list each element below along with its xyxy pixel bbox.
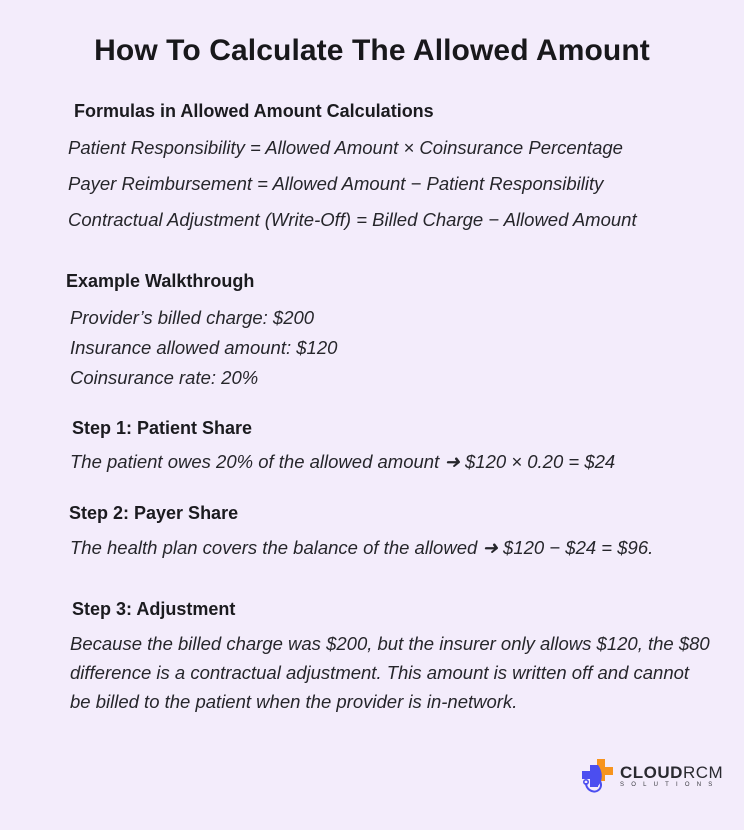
logo-name-light: RCM: [682, 762, 724, 782]
step-1-heading: Step 1: Patient Share: [72, 418, 253, 438]
logo-name: [620, 764, 723, 781]
step-3-text: Because the billed charge was $200, but the insurer only allows $120, the $80 difference is a contractual adjustment. This amount is written off and cannot be billed to the patient when the provider is in-network.: [70, 633, 710, 712]
example-billed-charge: Provider’s billed charge: $200: [70, 307, 315, 328]
formula-payer-reimbursement: Payer Reimbursement = Allowed Amount − Patient Responsibility: [68, 173, 604, 194]
step-2-heading: Step 2: Payer Share: [69, 503, 239, 523]
example-allowed-amount: Insurance allowed amount: $120: [70, 337, 338, 358]
step-2-text: The health plan covers the balance of the allowed ➜ $120 − $24 = $96.: [70, 537, 654, 558]
formula-contractual-adjustment: Contractual Adjustment (Write-Off) = Billed Charge − Allowed Amount: [68, 209, 637, 230]
step-3-heading: Step 3: Adjustment: [72, 599, 236, 619]
logo-tagline: SOLUTIONS: [620, 781, 720, 788]
step-1-text: The patient owes 20% of the allowed amount ➜ $120 × 0.20 = $24: [70, 451, 616, 472]
page-title: How To Calculate The Allowed Amount: [94, 34, 650, 67]
medical-cross-stethoscope-icon: [580, 757, 616, 795]
formula-patient-responsibility: Patient Responsibility = Allowed Amount × Coinsurance Percentage: [68, 137, 623, 158]
example-coinsurance-rate: Coinsurance rate: 20%: [70, 367, 259, 388]
logo-name-bold: CLOUD: [620, 762, 683, 782]
example-heading: Example Walkthrough: [66, 271, 255, 291]
brand-logo: [580, 757, 723, 795]
formulas-heading: Formulas in Allowed Amount Calculations: [74, 101, 434, 121]
